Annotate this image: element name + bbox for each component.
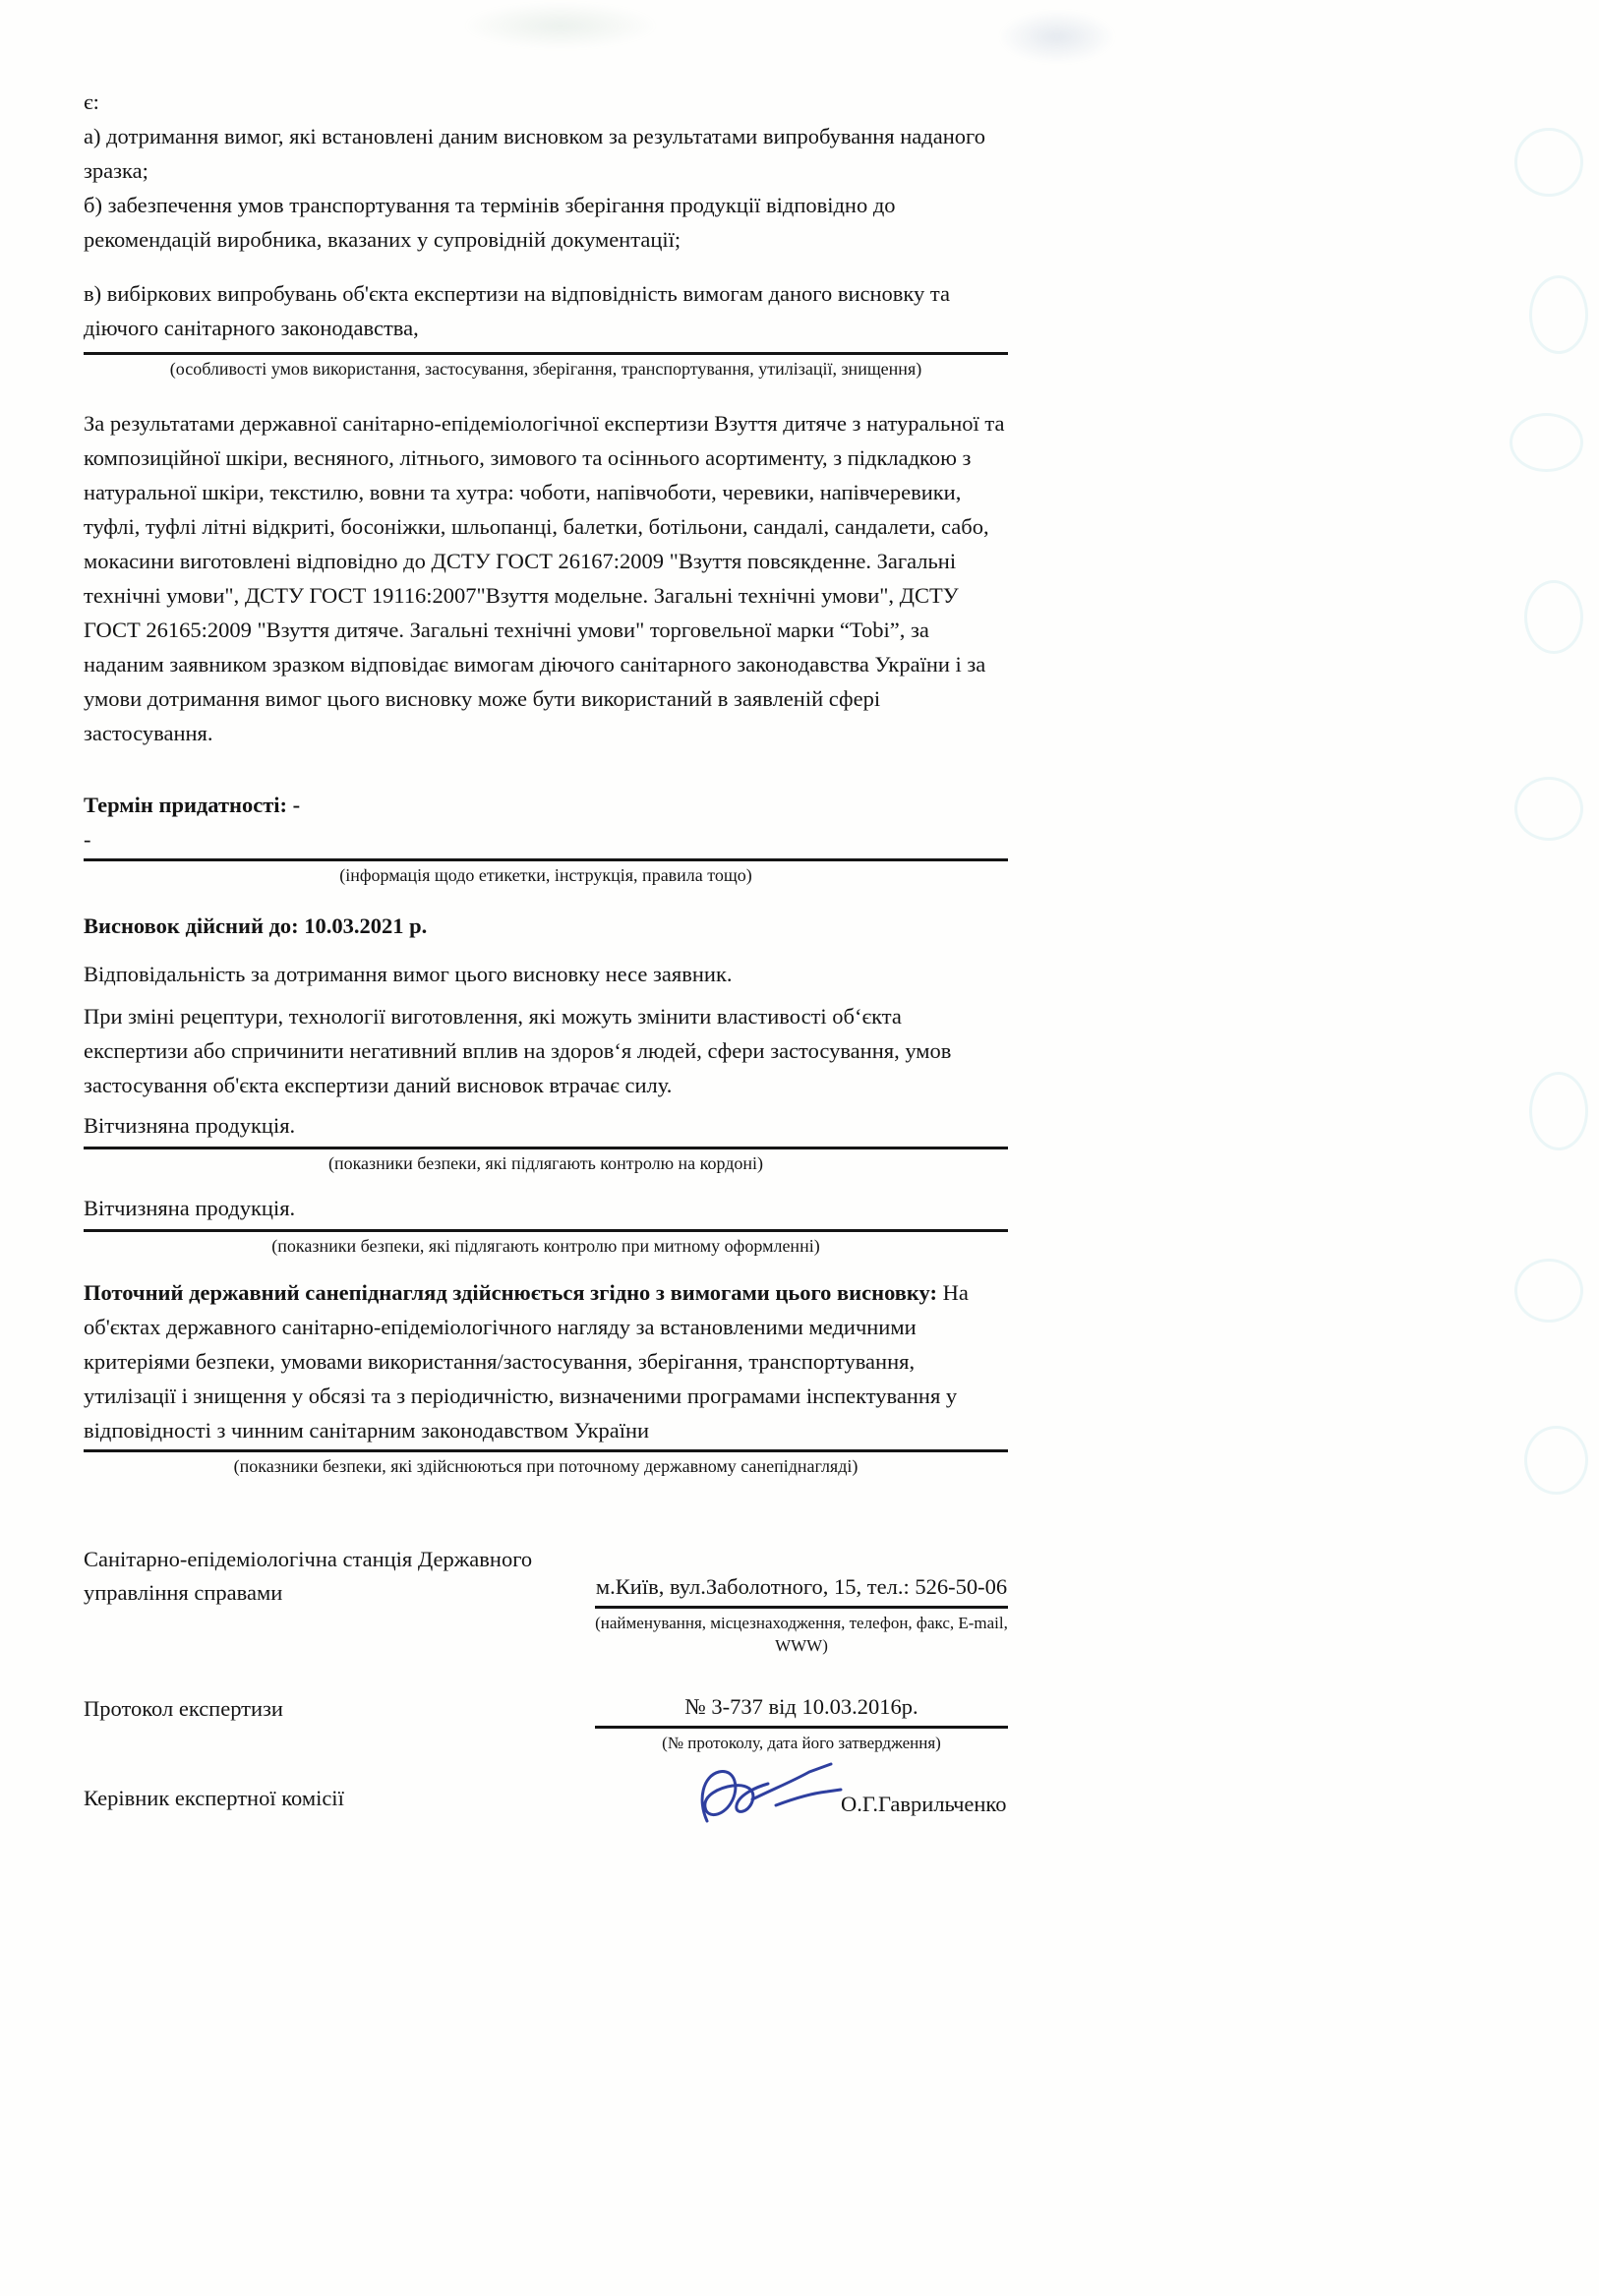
- change-clause-paragraph: При зміні рецептури, технології виготовлення, які можуть змінити властивості об‘єкта експертизи або спричинити негативний вплив на здоров‘я людей, сфери застосування, умов застосування об'єкта експертизи даний висновок втрачає силу.: [84, 1004, 952, 1097]
- protocol-field: [595, 1692, 1008, 1754]
- field-underline: [84, 1147, 1008, 1149]
- protocol-label: Протокол експертизи: [84, 1696, 283, 1721]
- scan-artifact: [1529, 1072, 1588, 1150]
- surveillance-lead: Поточний державний санепіднагляд здійснюється згідно з вимогами цього висновку:: [84, 1280, 937, 1305]
- scan-artifact: [1514, 1259, 1583, 1323]
- field-underline: [595, 1606, 1008, 1609]
- valid-until-line: Висновок дійсний до: 10.03.2021 р.: [84, 913, 428, 938]
- responsibility-line: Відповідальність за дотримання вимог цього висновку несе заявник.: [84, 962, 733, 986]
- protocol-value: № 3-737 від 10.03.2016р.: [684, 1694, 918, 1719]
- footer-row-station: [84, 1543, 1008, 1657]
- intro-lead: є:: [84, 89, 99, 114]
- field-underline: [84, 352, 1008, 355]
- scan-artifact: [998, 10, 1116, 64]
- handwritten-signature-icon: [693, 1760, 851, 1839]
- station-field: [595, 1543, 1008, 1657]
- footer-row-signature: [84, 1782, 1008, 1870]
- commission-head-name: О.Г.Гаврильченко: [841, 1792, 1007, 1816]
- document-body: [84, 85, 1008, 1870]
- shelf-life-value: -: [84, 827, 91, 852]
- condition-item-b: б) забезпечення умов транспортування та термінів зберігання продукції відповідно до рекомендацій виробника, вказаних у супровідній документації;: [84, 193, 896, 252]
- field-caption-customs-control: (показники безпеки, які підлягають контролю при митному оформленні): [271, 1236, 820, 1256]
- document-footer: [84, 1543, 1008, 1870]
- scan-artifact: [1529, 275, 1588, 354]
- field-caption-border-control: (показники безпеки, які підлягають контролю на кордоні): [327, 1153, 764, 1173]
- customs-control-value: Вітчизняна продукція.: [84, 1196, 296, 1220]
- scan-artifact: [1524, 580, 1583, 654]
- station-value: м.Київ, вул.Заболотного, 15, тел.: 526-50-06: [595, 1574, 1008, 1599]
- station-label: Санітарно-епідеміологічна станція Державного управління справами: [84, 1547, 533, 1605]
- scan-artifact: [1524, 1426, 1588, 1495]
- footer-row-protocol: [84, 1692, 1008, 1754]
- border-control-value: Вітчизняна продукція.: [84, 1113, 296, 1138]
- surveillance-rest: На об'єктах державного санітарно-епідеміологічного нагляду за встановленими медичними критеріями безпеки, умовами використання/застосування, зберігання, транспортування, утилізації і знищення у обсязі та з періодичністю, визначеними програмами інспектування у відповідності з чинним санітарним законодавством України: [84, 1280, 969, 1442]
- station-caption: (найменування, місцезнаходження, телефон, факс, E-mail, WWW): [595, 1614, 1008, 1655]
- condition-item-v: в) вибіркових випробувань об'єкта експертизи на відповідність вимогам даного висновку та діючого санітарного законодавства,: [84, 281, 950, 340]
- field-caption-surveillance: (показники безпеки, які здійснюються при поточному державному санепіднагляді): [233, 1456, 859, 1476]
- commission-head-label: Керівник експертної комісії: [84, 1786, 344, 1810]
- field-caption-usage: (особливості умов використання, застосування, зберігання, транспортування, утилізації, знищення): [169, 359, 922, 379]
- field-underline: [84, 1229, 1008, 1232]
- shelf-life-heading: Термін придатності: -: [84, 793, 301, 817]
- signature-field: [595, 1782, 1008, 1870]
- field-underline: [84, 1449, 1008, 1452]
- scan-artifact: [1510, 413, 1583, 472]
- scan-artifact: [1514, 777, 1583, 841]
- protocol-caption: (№ протоколу, дата його затвердження): [662, 1734, 941, 1752]
- expertise-result-paragraph: За результатами державної санітарно-епідеміологічної експертизи Взуття дитяче з натуральної та композиційної шкіри, весняного, літнього, зимового та осіннього асортименту, з підкладкою з натуральної шкіри, текстилю, вовни та хутра: чоботи, напівчоботи, черевики, напівчеревики, туфлі, туфлі літні відкриті, босоніжки, шльопанці, балетки, ботільони, сандалі, сандалети, сабо, мокасини виготовлені відповідно до ДСТУ ГОСТ 26167:2009 "Взуття повсякденне. Загальні технічні умови", ДСТУ ГОСТ 19116:2007"Взуття модельне. Загальні технічні умови", ДСТУ ГОСТ 26165:2009 "Взуття дитяче. Загальні технічні умови" торговельної марки “Tobi”, за наданим заявником зразком відповідає вимогам діючого санітарного законодавства України і за умови дотримання вимог цього висновку може бути використаний в заявленій сфері застосування.: [84, 411, 1005, 745]
- scan-artifact: [1514, 128, 1583, 197]
- field-underline: [84, 858, 1008, 861]
- surveillance-paragraph: [84, 1275, 1008, 1447]
- scan-artifact: [462, 2, 659, 49]
- condition-item-a: а) дотримання вимог, які встановлені даним висновком за результатами випробування наданого зразка;: [84, 124, 985, 183]
- field-caption-label-info: (інформація щодо етикетки, інструкція, правила тощо): [339, 865, 752, 885]
- field-underline: [595, 1726, 1008, 1729]
